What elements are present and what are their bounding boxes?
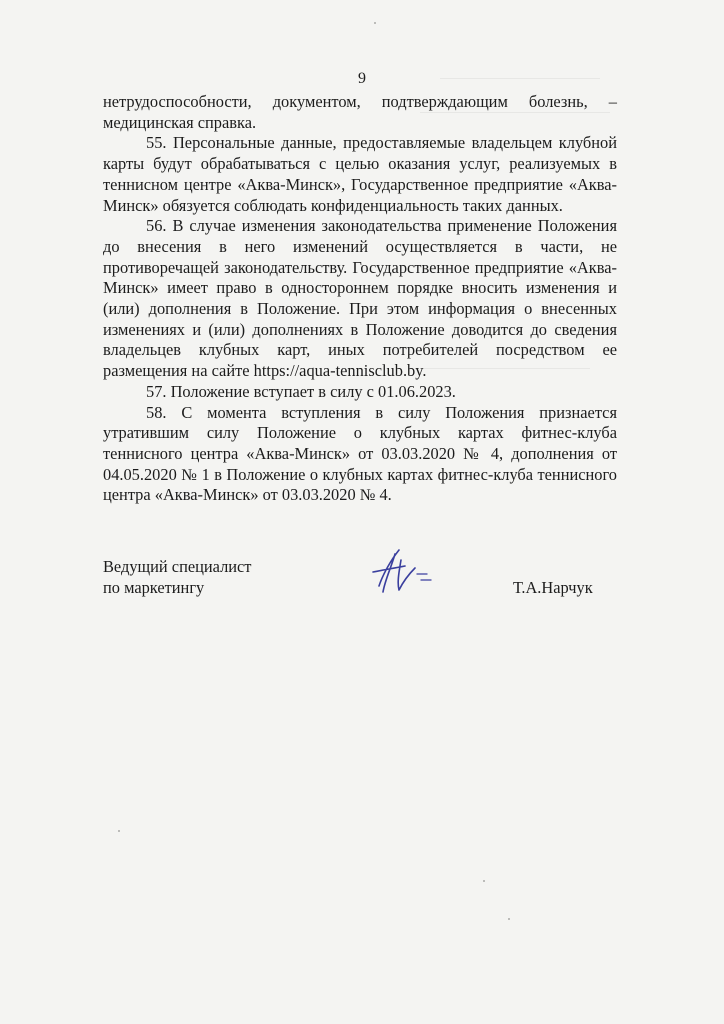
signatory-title-line1: Ведущий специалист xyxy=(103,557,252,576)
scan-speck xyxy=(118,830,120,832)
body-text xyxy=(103,92,617,506)
signature-block xyxy=(103,556,623,606)
paragraph-55: 55. Персональные данные, предоставляемые владельцем клубной карты будут обрабатываться с целью оказания услуг, реализуемых в теннисном центре «Аква-Минск», Государственное предприятие «Аква-Минск» обязуется соблюдать конфиденциальность таких данных. xyxy=(103,133,617,215)
scan-speck xyxy=(483,880,485,882)
signatory-name: Т.А.Нарчук xyxy=(513,578,593,597)
paragraph-58: 58. С момента вступления в силу Положения признается утратившим силу Положение о клубных картах фитнес-клуба теннисного центра «Аква-Минск» от 03.03.2020 № 4, дополнения от 04.05.2020 № 1 в Положение о клубных картах фитнес-клуба теннисного центра «Аква-Минск» от 03.03.2020 № 4. xyxy=(103,402,617,505)
handwritten-signature xyxy=(365,546,435,598)
paragraph-56: 56. В случае изменения законодательства применение Положения до внесения в него изменений осуществляется в части, не противоречащей законодательству. Государственное предприятие «Аква-Минск» имеет право в одностороннем порядке вносить изменения и (или) дополнения в Положение. При этом информация о внесенных изменениях и (или) дополнениях в Положение доводится до сведения владельцев клубных карт, иных потребителей посредством ее размещения на сайте https://aqua-tennisclub.by. xyxy=(103,216,617,381)
page-number: 9 xyxy=(358,70,366,87)
paragraph-continuation: нетрудоспособности, документом, подтверждающим болезнь, – медицинская справка. xyxy=(103,92,617,132)
scan-speck xyxy=(374,22,376,24)
paragraph-57: 57. Положение вступает в силу с 01.06.2023. xyxy=(146,381,456,401)
scan-speck xyxy=(508,918,510,920)
signatory-title xyxy=(103,556,323,598)
signatory-title-line2: по маркетингу xyxy=(103,578,205,597)
